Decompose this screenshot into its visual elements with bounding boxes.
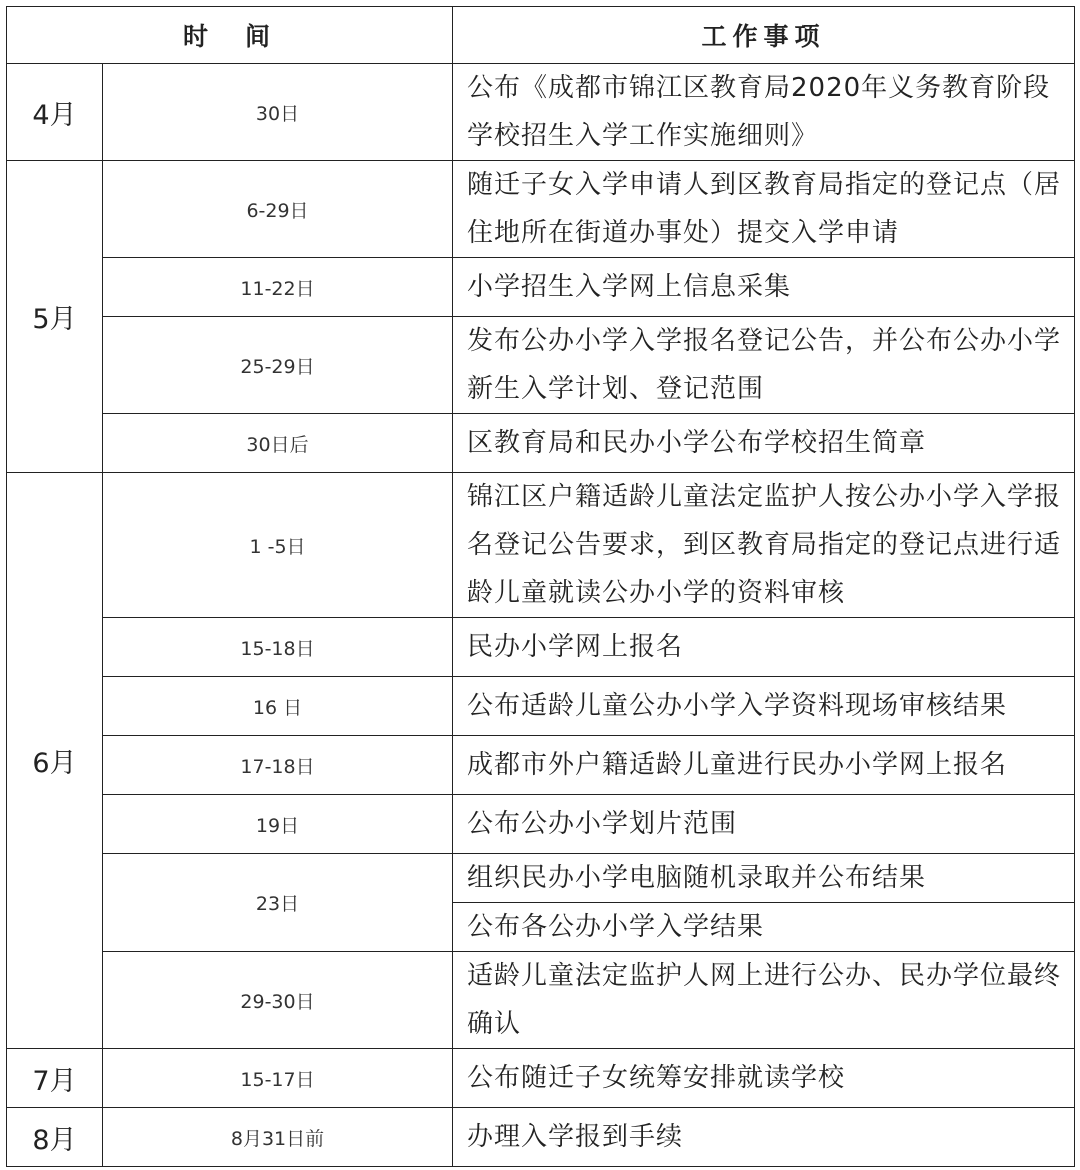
table-row bbox=[7, 952, 1075, 1049]
item-cell: 公布《成都市锦江区教育局2020年义务教育阶段学校招生入学工作实施细则》 bbox=[453, 64, 1075, 161]
table-header-row bbox=[7, 7, 1075, 64]
item-cell: 随迁子女入学申请人到区教育局指定的登记点（居住地所在街道办事处）提交入学申请 bbox=[453, 161, 1075, 258]
table-row bbox=[7, 1049, 1075, 1108]
date-cell: 11-22日 bbox=[103, 258, 453, 317]
month-cell-jul: 7月 bbox=[7, 1049, 103, 1108]
item-cell: 民办小学网上报名 bbox=[453, 618, 1075, 677]
month-cell-aug: 8月 bbox=[7, 1108, 103, 1167]
date-cell: 15-18日 bbox=[103, 618, 453, 677]
item-cell: 公布公办小学划片范围 bbox=[453, 795, 1075, 854]
schedule-table bbox=[6, 6, 1075, 1167]
date-cell: 16 日 bbox=[103, 677, 453, 736]
item-cell: 公布适龄儿童公办小学入学资料现场审核结果 bbox=[453, 677, 1075, 736]
table-row bbox=[7, 1108, 1075, 1167]
date-cell: 19日 bbox=[103, 795, 453, 854]
item-cell: 公布各公办小学入学结果 bbox=[453, 903, 1075, 952]
date-cell: 6-29日 bbox=[103, 161, 453, 258]
header-matters: 工作事项 bbox=[453, 7, 1075, 64]
date-cell: 30日后 bbox=[103, 414, 453, 473]
item-cell: 公布随迁子女统筹安排就读学校 bbox=[453, 1049, 1075, 1108]
date-cell: 29-30日 bbox=[103, 952, 453, 1049]
table-row bbox=[7, 161, 1075, 258]
item-cell: 适龄儿童法定监护人网上进行公办、民办学位最终确认 bbox=[453, 952, 1075, 1049]
date-cell: 25-29日 bbox=[103, 317, 453, 414]
date-cell: 1 -5日 bbox=[103, 473, 453, 618]
item-cell: 锦江区户籍适龄儿童法定监护人按公办小学入学报名登记公告要求，到区教育局指定的登记点进行适龄儿童就读公办小学的资料审核 bbox=[453, 473, 1075, 618]
table-row bbox=[7, 854, 1075, 903]
table-row bbox=[7, 258, 1075, 317]
table-row bbox=[7, 64, 1075, 161]
item-cell: 发布公办小学入学报名登记公告，并公布公办小学新生入学计划、登记范围 bbox=[453, 317, 1075, 414]
date-cell: 30日 bbox=[103, 64, 453, 161]
table-row bbox=[7, 317, 1075, 414]
date-cell: 23日 bbox=[103, 854, 453, 952]
date-cell: 8月31日前 bbox=[103, 1108, 453, 1167]
month-cell-apr: 4月 bbox=[7, 64, 103, 161]
item-cell: 组织民办小学电脑随机录取并公布结果 bbox=[453, 854, 1075, 903]
month-cell-may: 5月 bbox=[7, 161, 103, 473]
item-cell: 成都市外户籍适龄儿童进行民办小学网上报名 bbox=[453, 736, 1075, 795]
enrollment-schedule bbox=[6, 6, 1074, 1167]
header-time: 时 间 bbox=[7, 7, 453, 64]
table-row bbox=[7, 736, 1075, 795]
month-cell-jun: 6月 bbox=[7, 473, 103, 1049]
table-row bbox=[7, 618, 1075, 677]
table-row bbox=[7, 795, 1075, 854]
table-row bbox=[7, 414, 1075, 473]
date-cell: 15-17日 bbox=[103, 1049, 453, 1108]
date-cell: 17-18日 bbox=[103, 736, 453, 795]
table-row bbox=[7, 677, 1075, 736]
table-row bbox=[7, 473, 1075, 618]
item-cell: 区教育局和民办小学公布学校招生简章 bbox=[453, 414, 1075, 473]
item-cell: 办理入学报到手续 bbox=[453, 1108, 1075, 1167]
item-cell: 小学招生入学网上信息采集 bbox=[453, 258, 1075, 317]
